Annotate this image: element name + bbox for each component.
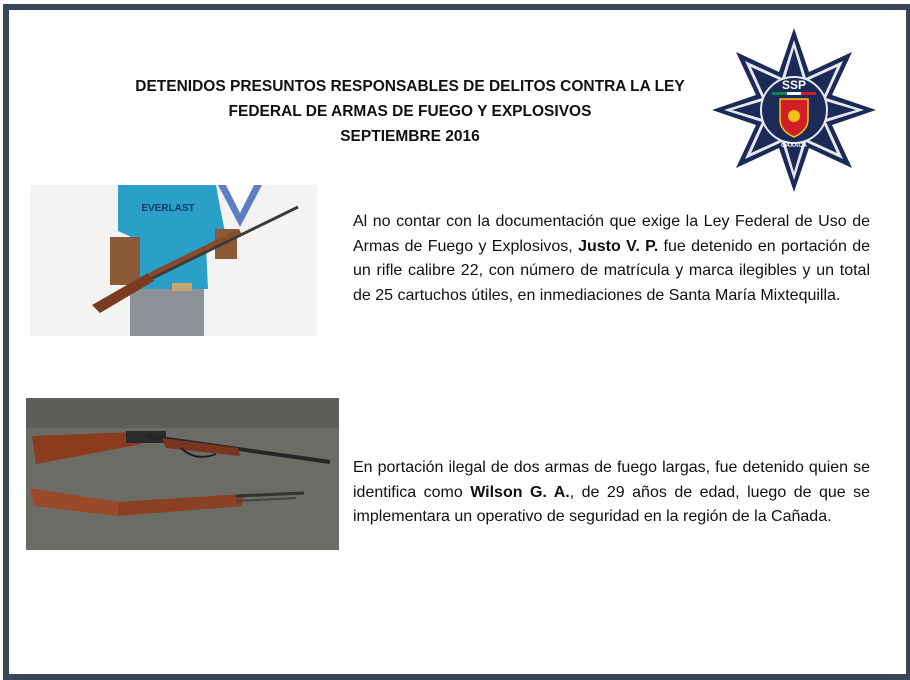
- title-line-1: DETENIDOS PRESUNTOS RESPONSABLES DE DELITOS CONTRA LA LEY: [135, 78, 685, 95]
- title-line-2: FEDERAL DE ARMAS DE FUEGO Y EXPLOSIVOS: [228, 103, 592, 120]
- report-2-text-after: , de 29 años de edad, luego de que se implementara un operativo de seguridad en la región de la Cañada.: [353, 483, 871, 526]
- report-1-text-after: fue detenido en portación de un rifle calibre 22, con número de matrícula y marca ilegibles y un total de 25 cartuchos útiles, en inmediaciones de Santa María Mixtequilla.: [353, 237, 871, 304]
- page-title: [90, 74, 730, 149]
- report-1-detainee-name: Justo V. P.: [578, 237, 659, 255]
- report-2-detainee-name: Wilson G. A.: [470, 483, 570, 501]
- report-2-text-before: En portación ilegal de dos armas de fuego largas, fue detenido quien se identifica como: [353, 459, 870, 501]
- title-line-3: SEPTIEMBRE 2016: [340, 128, 480, 145]
- report-1-text-before: Al no contar con la documentación que exige la Ley Federal de Uso de Armas de Fuego y Explosivos,: [353, 213, 870, 255]
- detention-report-2: [353, 456, 870, 530]
- detention-report-1: [353, 210, 870, 308]
- photo-two-rifles: [26, 398, 339, 550]
- badge-state: OAXACA: [780, 143, 808, 149]
- photo-detainee-rifle: [30, 185, 317, 336]
- badge-acronym: SSP: [781, 78, 807, 92]
- ssp-police-badge-logo: [708, 26, 880, 194]
- shirt-text: EVERLAST: [141, 203, 195, 214]
